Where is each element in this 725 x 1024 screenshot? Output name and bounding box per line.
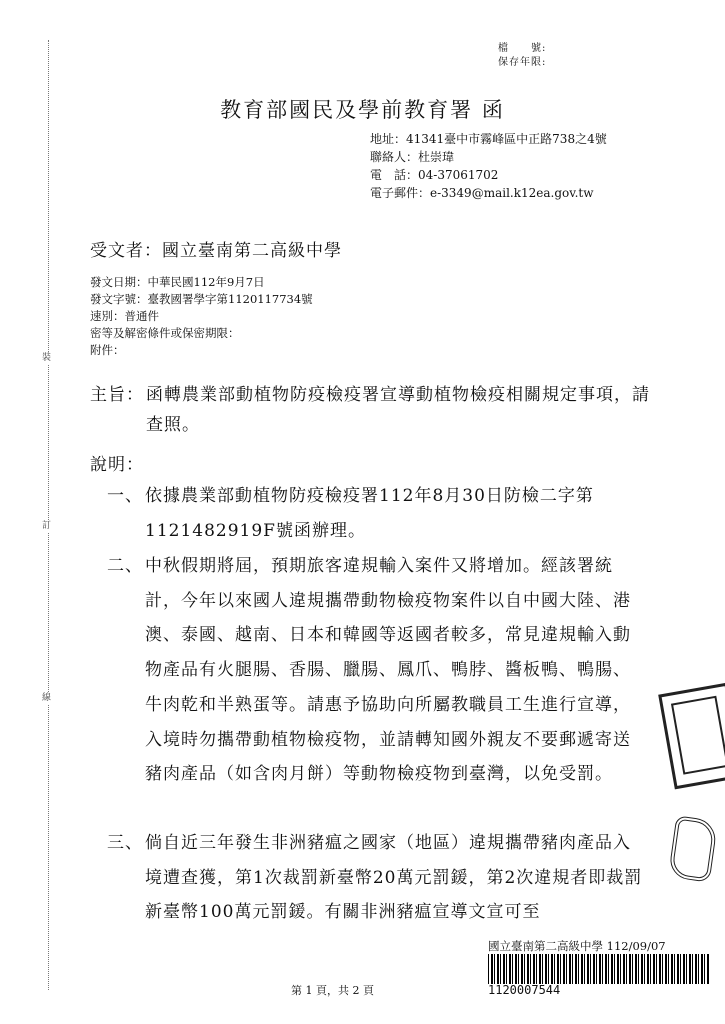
item-number: 三、 [107,833,143,853]
subject [90,380,650,440]
binding-line [48,40,49,990]
delivery-speed: 速別：普通件 [90,309,159,323]
secrecy-level: 密等及解密條件或保密期限： [90,326,240,340]
item-number: 一、 [107,486,143,506]
sender-phone: 電 話：04-37061702 [370,168,499,182]
receiver: 受文者：國立臺南第二高級中學 [90,241,342,261]
binding-mark-line: 線 [42,693,52,703]
retention-label: 保存年限: [498,57,547,68]
item-text: 中秋假期將屆，預期旅客違規輸入案件又將增加。經該署統計，今年以來國人違規攜帶動物檢疫物案件以自中國大陸、港澳、泰國、越南、日本和韓國等返國者較多，常見違規輸入動物產品有火腿腸、香腸、臘腸、鳳爪、鴨脖、醬板鴨、鴨腸、牛肉乾和半熟蛋等。請惠予協助向所屬教職員工生進行宣導，入境時勿攜帶動植物檢疫物，並請轉知國外親友不要郵遞寄送豬肉產品（如含肉月餅）等動物檢疫物到臺灣，以免受罰。 [145,556,631,785]
subject-text: 函轉農業部動植物防疫檢疫署宣導動植物檢疫相關規定事項，請查照。 [146,385,650,435]
issue-date: 發文日期：中華民國112年9月7日 [90,275,265,289]
receipt-stamp: 國立臺南第二高級中學 112/09/07 [488,939,666,953]
document-number: 發文字號：臺教國署學字第1120117734號 [90,292,313,306]
explanation-item [107,479,647,548]
barcode [488,954,710,984]
item-number: 二、 [107,556,143,576]
explanation-item [107,549,647,792]
attachment: 附件： [90,343,125,357]
document-meta [90,274,313,359]
explanation-heading: 說明： [90,455,144,475]
document-title: 教育部國民及學前教育署 函 [220,98,505,122]
archive-info [498,42,546,70]
seal-stamp [668,815,718,882]
page-number: 第 1 頁，共 2 頁 [291,984,374,997]
item-text: 倘自近三年發生非洲豬瘟之國家（地區）違規攜帶豬肉產品入境遭查獲，第1次裁罰新臺幣20萬元罰鍰，第2次違規者即裁罰新臺幣100萬元罰鍰。有關非洲豬瘟宣導文宣可至 [145,833,643,923]
sender-contact: 聯絡人：杜崇瑋 [370,150,455,164]
sender-address: 地址：41341臺中市霧峰區中正路738之4號 [370,132,607,146]
explanation-item [107,826,647,930]
sender-info [370,130,630,202]
binding-mark-staple: 裝 [42,353,52,363]
sender-email: 電子郵件：e-3349@mail.k12ea.gov.tw [370,186,594,200]
barcode-number: 1120007544 [488,983,561,997]
subject-label: 主旨： [90,385,144,405]
official-stamp [658,683,725,790]
file-number-label: 檔 號: [498,43,547,54]
item-text: 依據農業部動植物防疫檢疫署112年8月30日防檢二字第1121482919F號函辦理。 [145,486,594,541]
binding-mark-bind: 訂 [42,521,52,531]
